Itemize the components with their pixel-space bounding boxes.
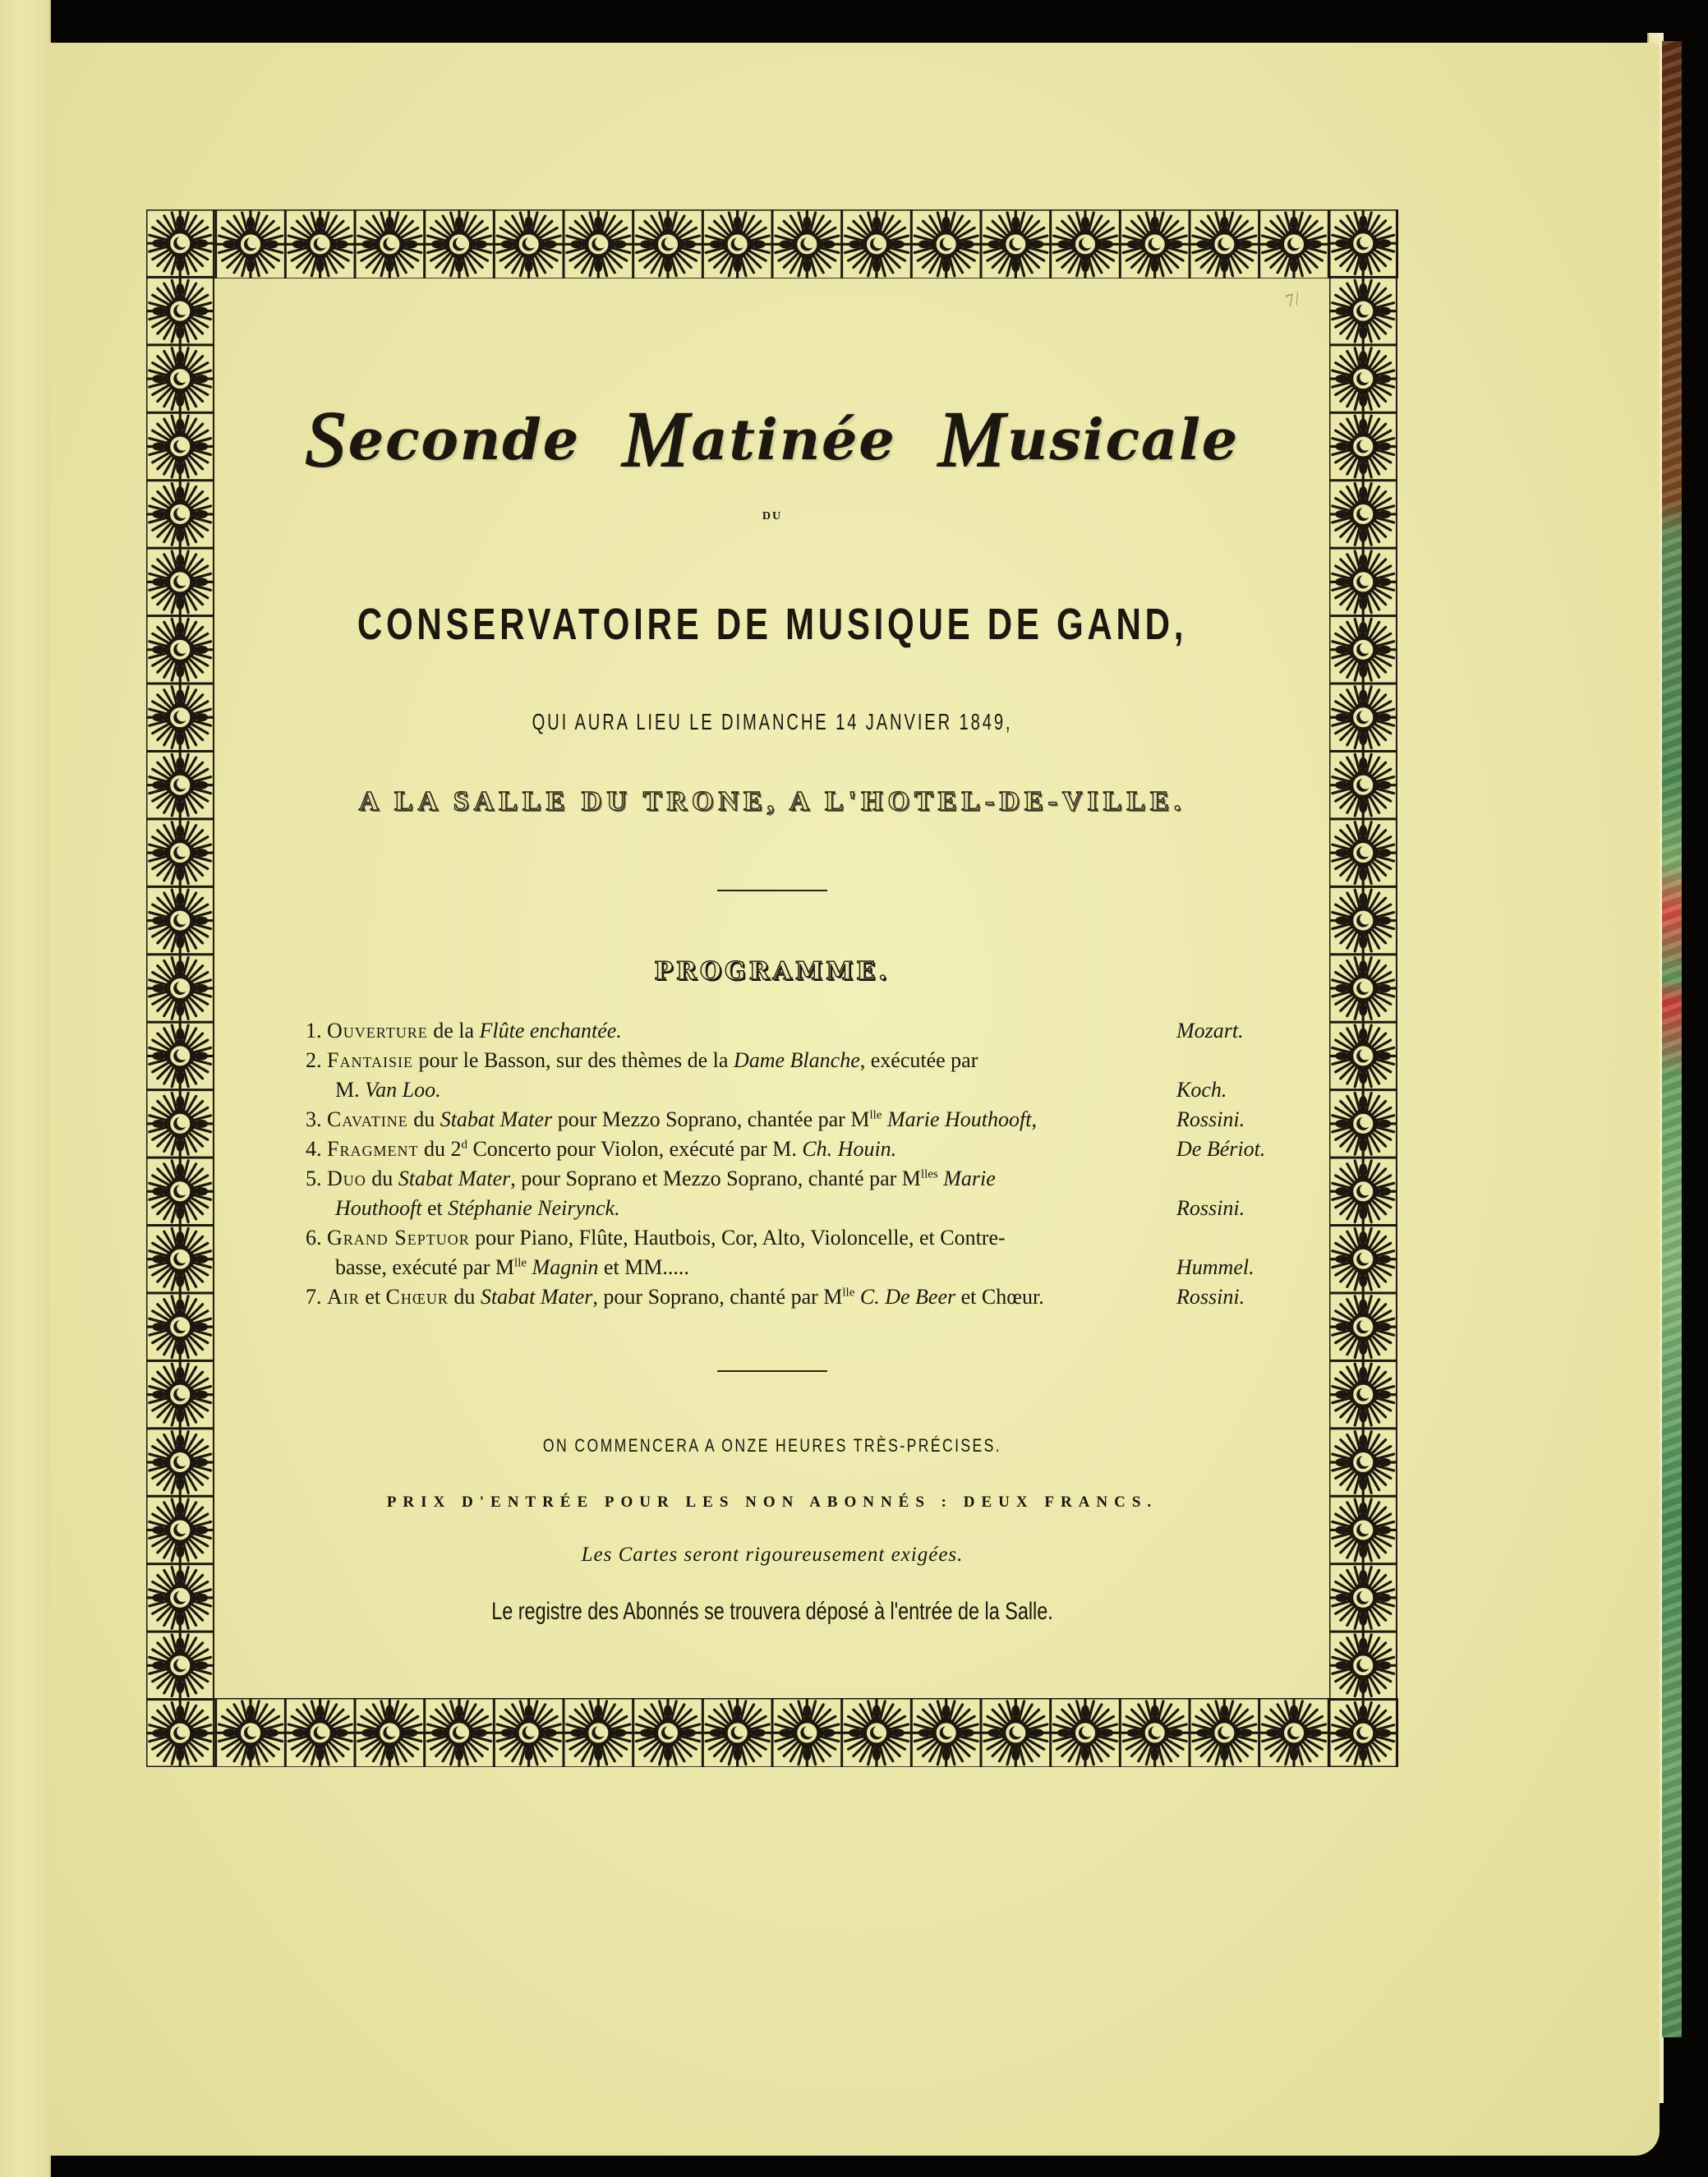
composer-name: Mozart. [1176, 1019, 1244, 1042]
programme-list [306, 1016, 1275, 1312]
border-top-icon [146, 209, 1398, 278]
title-connector: DU [762, 510, 783, 522]
composer-name: De Bériot. [1176, 1137, 1266, 1161]
programme-item-text: 7. Air et Chœur du Stabat Mater, pour Soprano, chanté par $M^{lle}$ C. De Beer et Chœur. [306, 1285, 1044, 1309]
programme-item [306, 1135, 1275, 1164]
programme-item-number: 1. [306, 1019, 327, 1042]
programme-item-text: basse, exécuté par $M^{lle}$ Magnin et MM..... [335, 1255, 689, 1279]
programme-item-text: 3. Cavatine du Stabat Mater pour Mezzo Soprano, chantée par $M^{lle}$ Marie Houthooft, [306, 1107, 1037, 1131]
programme-item-number: 4. [306, 1137, 327, 1161]
title-word-rest: atinée [691, 407, 896, 473]
programme-item-text: 6. Grand Septuor pour Piano, Flûte, Hautbois, Cor, Alto, Violoncelle, et Contre- [306, 1226, 1006, 1250]
poster-content [215, 278, 1329, 1698]
programme-item [306, 1105, 1275, 1135]
programme-item-number: 2. [306, 1048, 327, 1072]
composer-name: Hummel. [1176, 1255, 1255, 1279]
programme-item-number: 7. [306, 1285, 327, 1309]
left-page-edge [0, 0, 51, 2177]
programme-item [306, 1253, 1275, 1282]
event-venue: A LA SALLE DU TRONE, A L'HOTEL-DE-VILLE. [358, 786, 1186, 817]
programme-item-number: 6. [306, 1226, 327, 1250]
programme-item [306, 1164, 1275, 1194]
pencil-annotation: 7/ [1282, 288, 1302, 311]
title-word [305, 395, 581, 483]
programme-item [306, 1046, 1275, 1075]
decorative-capital: M [938, 395, 1006, 483]
programme-item-number: 3. [306, 1107, 327, 1131]
admission-price: PRIX D'ENTRÉE POUR LES NON ABONNÉS : DEUX FRANCS. [386, 1494, 1158, 1511]
cards-notice: Les Cartes seront rigoureusement exigées. [581, 1544, 964, 1566]
programme-item [306, 1282, 1275, 1312]
composer-name: Rossini. [1176, 1285, 1245, 1309]
programme-item-text: Houthooft et Stéphanie Neirynck. [335, 1196, 620, 1220]
programme-item [306, 1075, 1275, 1105]
composer-name: Rossini. [1176, 1196, 1245, 1220]
divider-rule [717, 890, 827, 891]
title-word-rest: usicale [1007, 407, 1240, 473]
programme-item [306, 1223, 1275, 1253]
start-time-notice: ON COMMENCERA A ONZE HEURES TRÈS-PRÉCISES. [542, 1435, 1002, 1456]
title-word [622, 395, 896, 483]
marbled-book-edge [1662, 41, 1682, 2037]
decorative-capital: M [622, 395, 690, 483]
event-date: QUI AURA LIEU LE DIMANCHE 14 JANVIER 1849, [532, 709, 1013, 734]
border-left-icon [146, 209, 215, 1767]
composer-name: Rossini. [1176, 1107, 1245, 1131]
register-notice: Le registre des Abonnés se trouvera déposé à l'entrée de la Salle. [491, 1598, 1053, 1625]
programme-item-number: 5. [306, 1167, 327, 1190]
divider-rule [717, 1370, 827, 1372]
programme-item-text: 2. Fantaisie pour le Basson, sur des thèmes de la Dame Blanche, exécutée par [306, 1048, 978, 1072]
title-word [938, 395, 1240, 483]
programme-item-text: 1. Ouverture de la Flûte enchantée. [306, 1019, 622, 1042]
title-word-rest: econde [348, 407, 581, 473]
programme-item-text: 5. Duo du Stabat Mater, pour Soprano et Mezzo Soprano, chanté par $M^{lles}$ Marie [306, 1167, 996, 1190]
composer-name: Koch. [1176, 1078, 1227, 1102]
programme-item [306, 1016, 1275, 1046]
page-title [215, 387, 1329, 483]
decorative-capital: S [305, 395, 347, 483]
border-right-icon [1329, 209, 1398, 1767]
programme-item-text: 4. Fragment du 2$^d$ Concerto pour Violon, exécuté par M. Ch. Houin. [306, 1137, 897, 1161]
programme-item [306, 1194, 1275, 1223]
institution-name: CONSERVATOIRE DE MUSIQUE DE GAND, [357, 600, 1188, 649]
programme-item-text: M. Van Loo. [335, 1078, 441, 1102]
programme-heading: PROGRAMME. [654, 957, 891, 986]
border-bottom-icon [146, 1698, 1398, 1767]
